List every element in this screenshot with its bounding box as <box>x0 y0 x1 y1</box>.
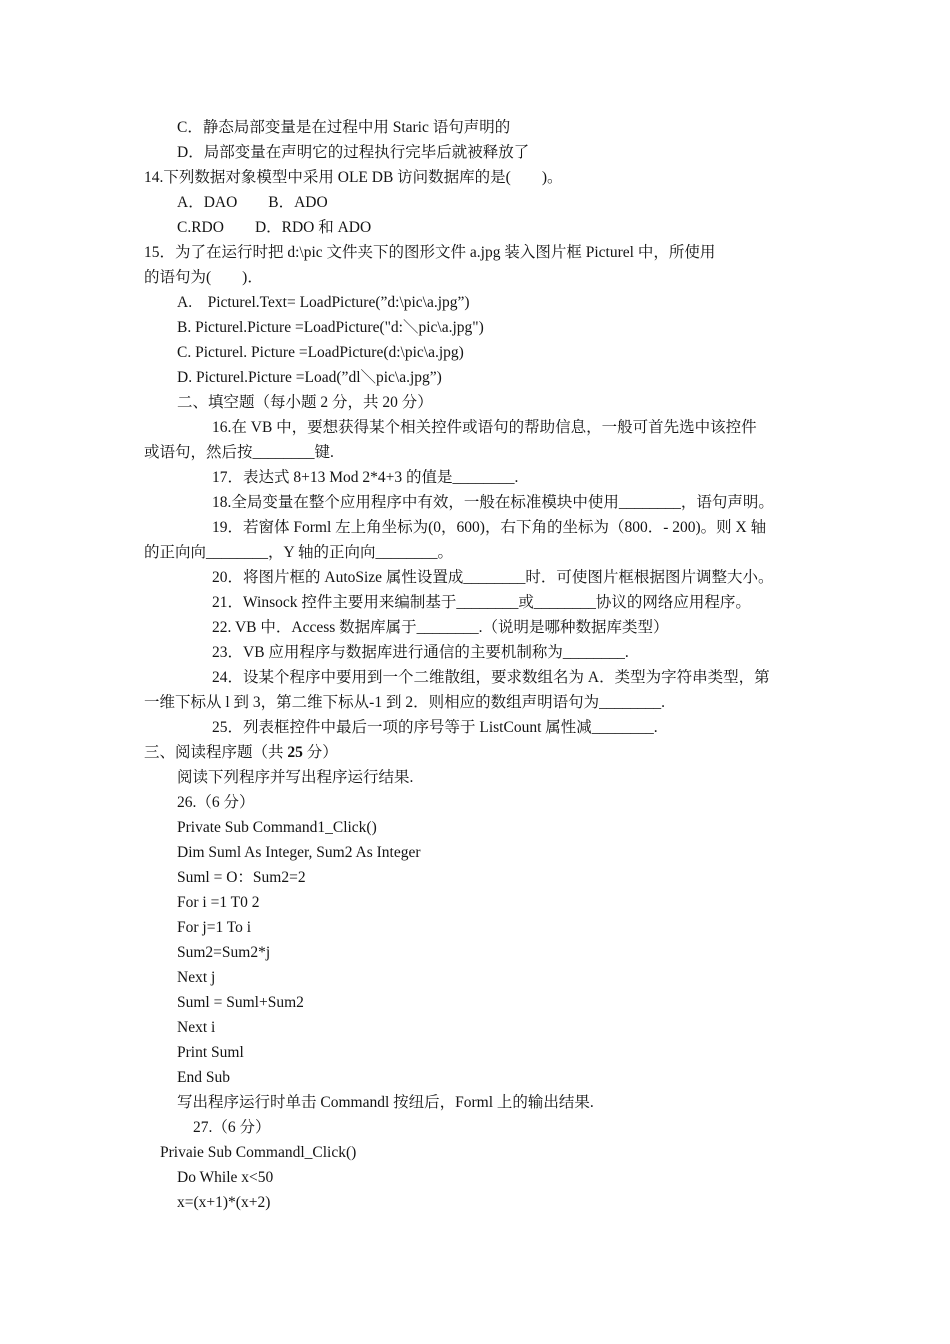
question-26-label: 26.（6 分） <box>177 794 255 811</box>
question-19: 19．若窗体 Forml 左上角坐标为(0，600)，右下角的坐标为（800．- 200)。则 X 轴 <box>212 519 767 536</box>
question-19-cont: 的正向向________，Y 轴的正向向________。 <box>144 544 453 561</box>
question-16-cont: 或语句，然后按________键. <box>144 444 334 461</box>
question-18: 18.全局变量在整个应用程序中有效，一般在标准模块中使用________，语句声明。 <box>212 494 774 511</box>
code-line: End Sub <box>177 1069 230 1086</box>
question-27-label: 27.（6 分） <box>193 1119 271 1136</box>
option-d-local-var: D．局部变量在声明它的过程执行完毕后就被释放了 <box>177 144 530 161</box>
code-line: Next j <box>177 969 216 986</box>
question-14: 14.下列数据对象模型中采用 OLE DB 访问数据库的是( )。 <box>144 169 563 186</box>
question-15: 15．为了在运行时把 d:\pic 文件夹下的图形文件 a.jpg 装入图片框 Picturel 中，所使用 <box>144 244 716 261</box>
code-line: For j=1 To i <box>177 919 252 936</box>
question-26-instruction: 写出程序运行时单击 Commandl 按纽后，Forml 上的输出结果. <box>177 1094 594 1111</box>
question-24: 24．设某个程序中要用到一个二维散组，要求数组名为 A．类型为字符串类型，第 <box>212 669 770 686</box>
q14-options-ab: A．DAO B．ADO <box>177 194 328 211</box>
code-line: Privaie Sub Commandl_Click() <box>160 1144 357 1161</box>
q15-option-d: D. Picturel.Picture =Load(”dl＼pic\a.jpg”) <box>177 369 442 386</box>
q15-option-b: B. Picturel.Picture =LoadPicture("d:＼pic\a.jpg") <box>177 319 484 336</box>
q14-options-cd: C.RDO D．RDO 和 ADO <box>177 219 372 236</box>
question-20: 20．将图片框的 AutoSize 属性设置成________时．可使图片框根据图片调整大小。 <box>212 569 774 586</box>
question-16: 16.在 VB 中，要想获得某个相关控件或语句的帮助信息，一般可首先选中该控件 <box>212 419 757 436</box>
section-fill-in-heading: 二、填空题（每小题 2 分，共 20 分） <box>177 394 433 411</box>
question-23: 23．VB 应用程序与数据库进行通信的主要机制称为________. <box>212 644 629 661</box>
question-24-cont: 一维下标从 l 到 3，第二维下标从-1 到 2．则相应的数组声明语句为________. <box>144 694 665 711</box>
question-17: 17．表达式 8+13 Mod 2*4+3 的值是________. <box>212 469 519 486</box>
code-line: Do While x<50 <box>177 1169 274 1186</box>
code-line: x=(x+1)*(x+2) <box>177 1194 271 1211</box>
question-15-cont: 的语句为( )． <box>144 269 263 286</box>
code-line: Print Suml <box>177 1044 244 1061</box>
code-line: For i =1 T0 2 <box>177 894 260 911</box>
section-reading-heading-prefix: 三、阅读程序题（共 <box>144 744 288 761</box>
code-line: Suml = Suml+Sum2 <box>177 994 304 1011</box>
option-c-static-var: C．静态局部变量是在过程中用 Staric 语句声明的 <box>177 119 511 136</box>
question-21: 21．Winsock 控件主要用来编制基于________或________协议的网络应用程序。 <box>212 594 751 611</box>
code-line: Sum2=Sum2*j <box>177 944 271 961</box>
reading-instruction: 阅读下列程序并写出程序运行结果. <box>177 769 414 786</box>
code-line: Next i <box>177 1019 216 1036</box>
q15-option-c: C. Picturel. Picture =LoadPicture(d:\pic\a.jpg) <box>177 344 464 361</box>
question-22: 22. VB 中．Access 数据库属于________.（说明是哪种数据库类型） <box>212 619 669 636</box>
section-reading-heading <box>144 743 338 763</box>
code-line: Suml = O：Sum2=2 <box>177 869 306 886</box>
section-reading-score: 25 <box>287 744 303 761</box>
q15-option-a: A. Picturel.Text= LoadPicture(”d:\pic\a.jpg”) <box>177 294 470 311</box>
question-25: 25．列表框控件中最后一项的序号等于 ListCount 属性减________. <box>212 719 658 736</box>
code-line: Dim Suml As Integer, Sum2 As Integer <box>177 844 421 861</box>
section-reading-heading-suffix: 分） <box>302 744 338 761</box>
code-line: Private Sub Command1_Click() <box>177 819 377 836</box>
